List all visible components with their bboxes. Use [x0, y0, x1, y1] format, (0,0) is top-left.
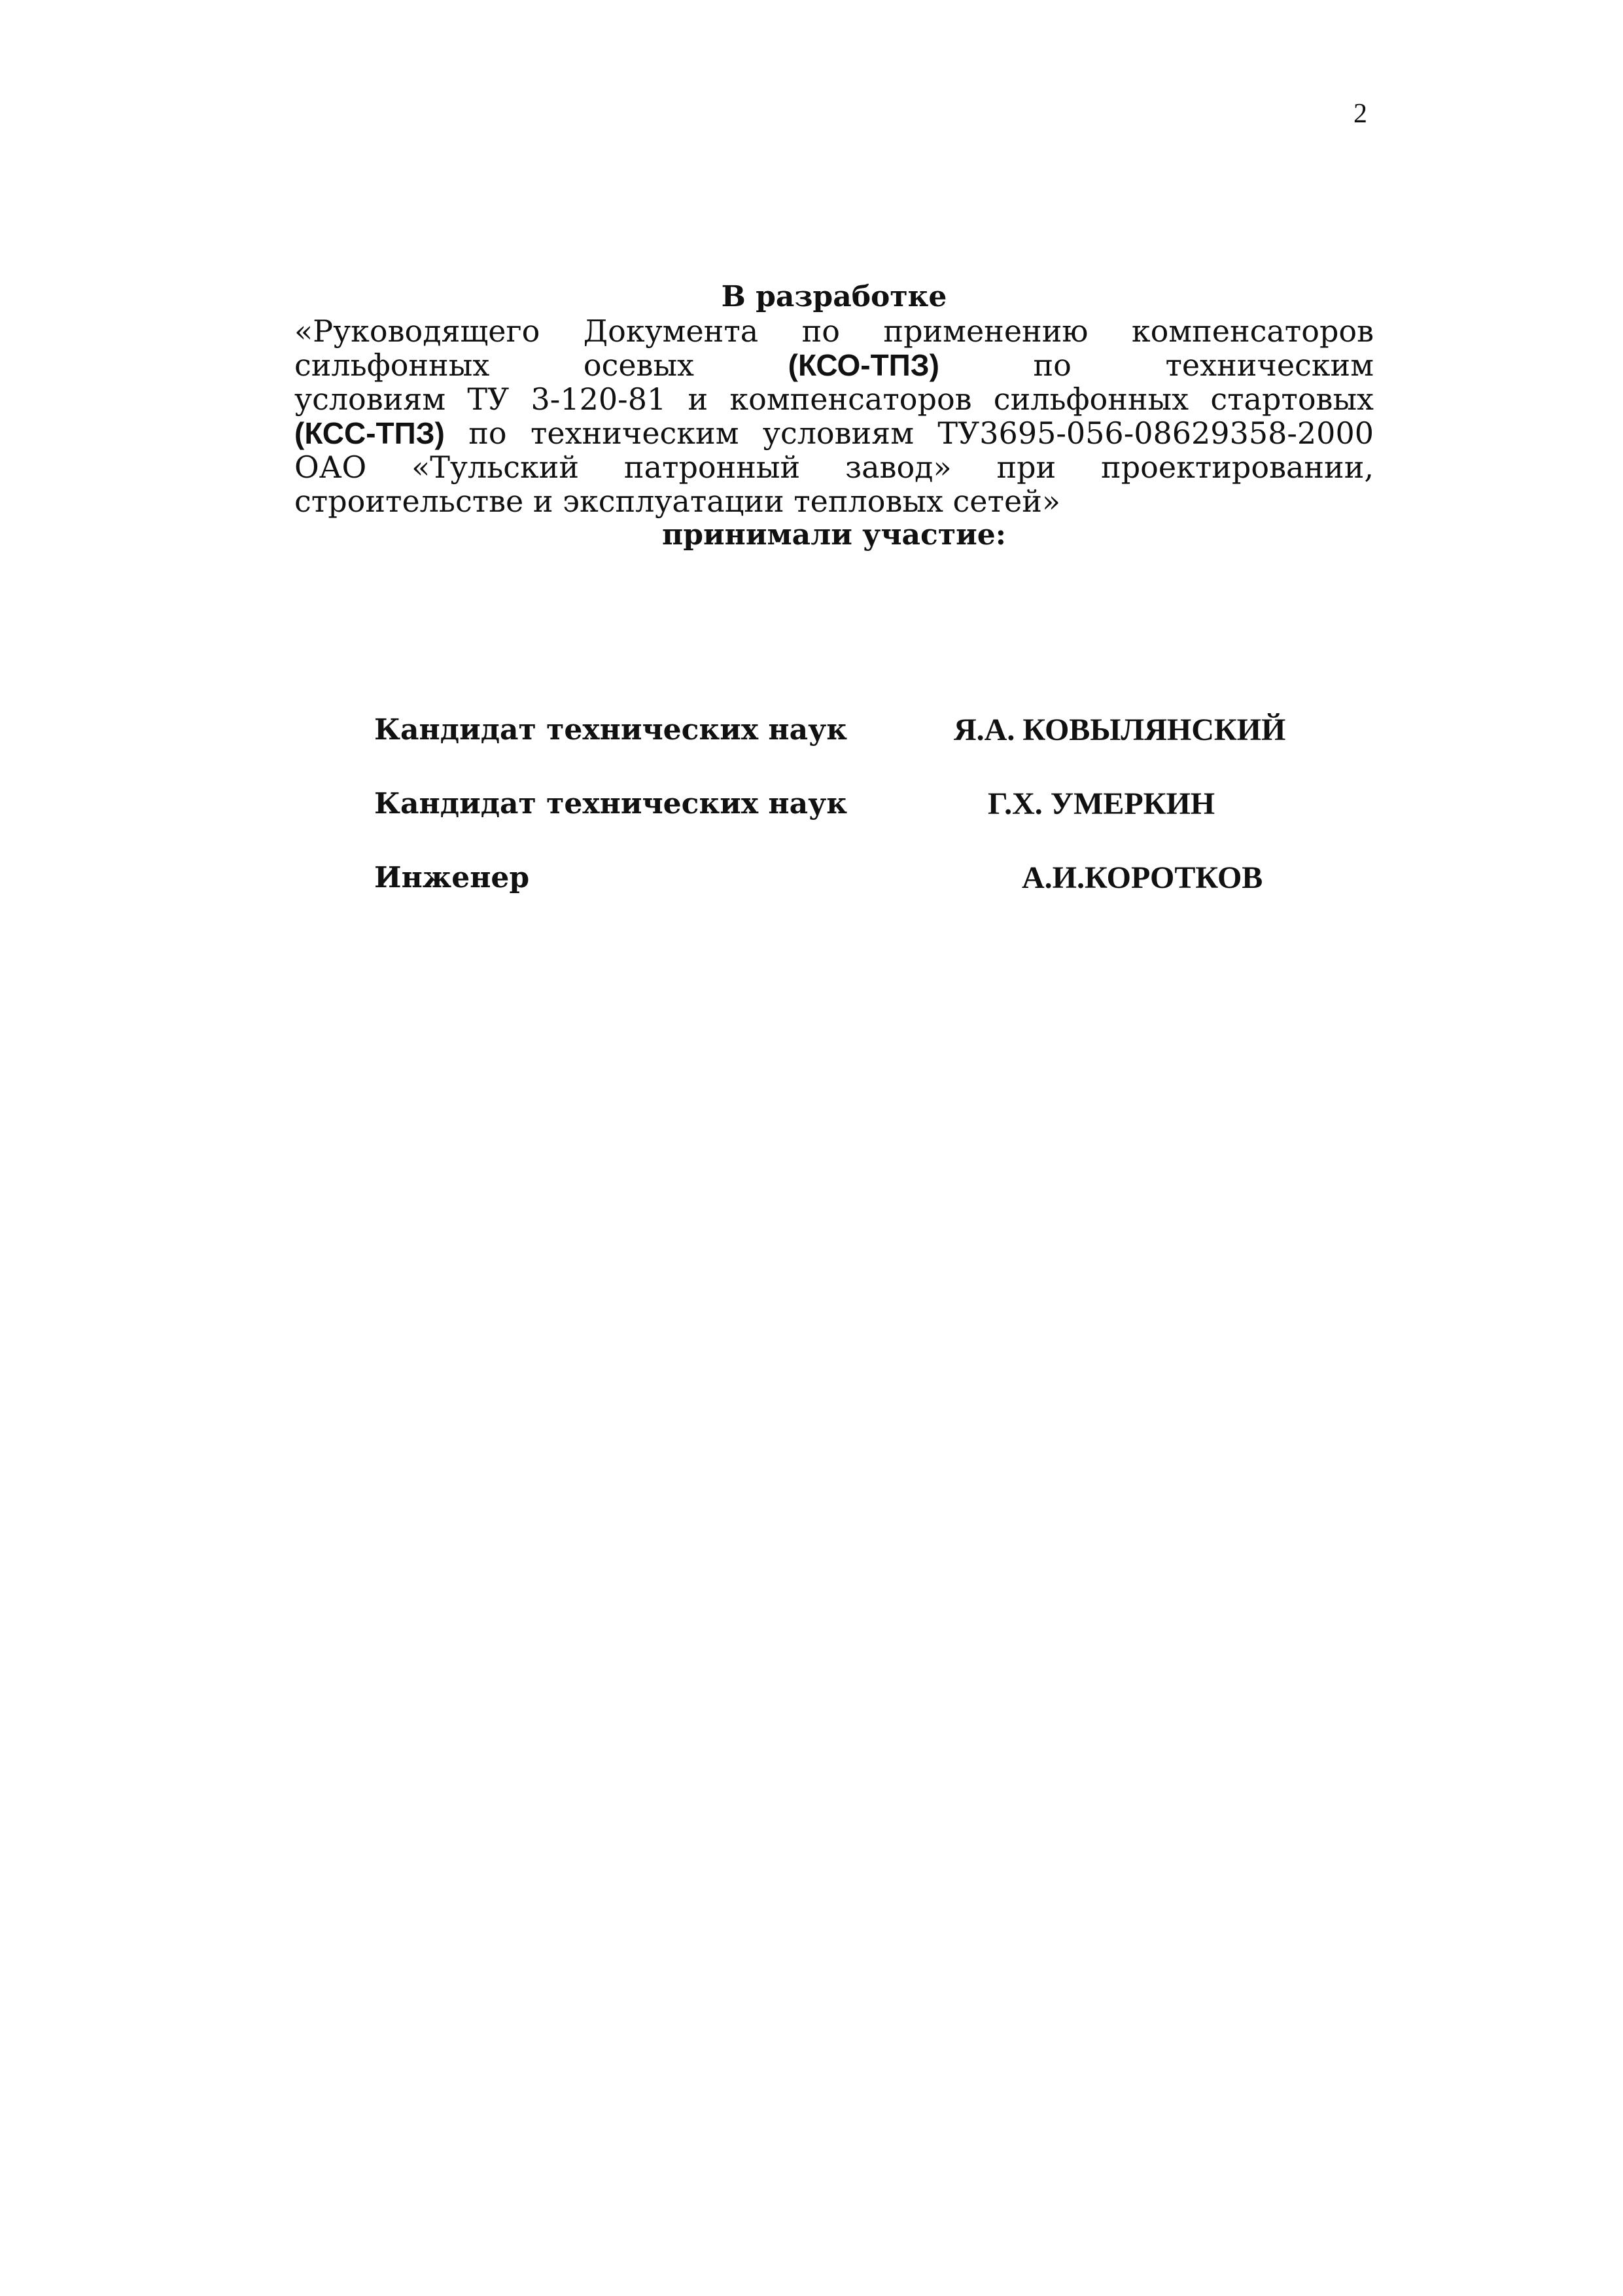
contributor-role: Инженер — [374, 861, 530, 894]
intro-text: по техническим условиям ТУ3695-056-08629358-2000 — [444, 415, 1374, 451]
intro-line — [294, 348, 1374, 382]
page-number: 2 — [1353, 99, 1367, 129]
contributor-row — [374, 787, 1342, 861]
product-code-kss: (КСС-ТПЗ) — [294, 416, 445, 450]
contributor-role: Кандидат технических наук — [374, 787, 848, 821]
intro-line — [294, 314, 1374, 348]
intro-text: условиям ТУ 3-120-81 и компенсаторов сильфонных стартовых — [294, 381, 1374, 417]
contributor-row — [374, 713, 1342, 787]
contributor-row — [374, 861, 1342, 935]
contributors-list — [374, 713, 1342, 935]
intro-body — [294, 314, 1374, 518]
contributor-name: Я.А. КОВЫЛЯНСКИЙ — [954, 713, 1286, 747]
contributor-role: Кандидат технических наук — [374, 713, 848, 747]
intro-closing: принимали участие: — [662, 518, 1006, 552]
contributor-name: Г.Х. УМЕРКИН — [988, 786, 1215, 821]
product-code-kso: (КСО-ТПЗ) — [788, 348, 939, 382]
intro-text: «Руководящего Документа по применению компенсаторов — [294, 313, 1374, 349]
intro-text: сильфонных осевых — [294, 347, 788, 383]
intro-line — [294, 450, 1374, 484]
document-intro — [294, 280, 1374, 552]
intro-text: по техническим — [939, 347, 1374, 383]
intro-text: строительстве и эксплуатации тепловых сетей» — [294, 484, 1061, 519]
intro-text: ОАО «Тульский патронный завод» при проектировании, — [294, 450, 1374, 485]
contributor-name: А.И.КОРОТКОВ — [1022, 860, 1263, 895]
intro-line — [294, 382, 1374, 416]
intro-heading: В разработке — [721, 280, 947, 313]
intro-line — [294, 484, 1374, 518]
intro-line — [294, 416, 1374, 450]
